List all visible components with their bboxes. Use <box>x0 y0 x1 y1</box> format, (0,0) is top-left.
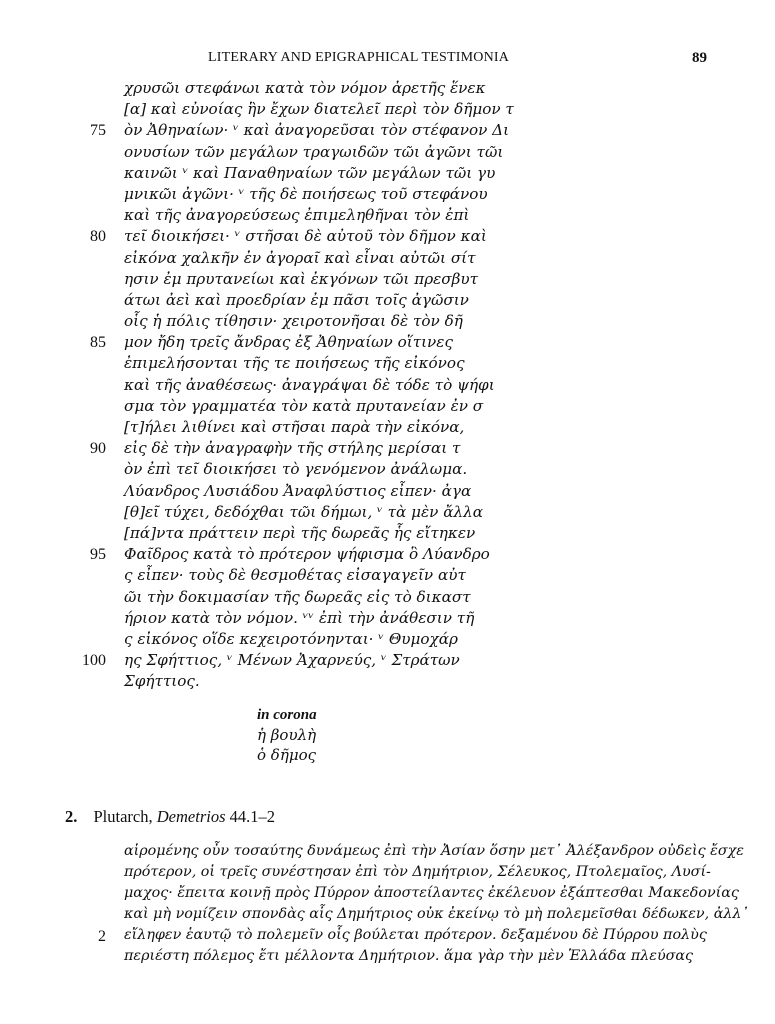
text-line <box>0 333 775 354</box>
text-line <box>0 100 775 121</box>
line-text: ονυσίων τῶν μεγάλων τραγωιδῶν τῶι ἀγῶνι τῶι <box>124 142 504 161</box>
line-text: [πά]ντα πράττειν περὶ τῆς δωρεᾶς ἧς εἴτηκεν <box>124 523 476 542</box>
line-text: πρότερον, οἱ τρεῖς συνέστησαν ἐπὶ τὸν Δημήτριον, Σέλευκος, Πτολεμαῖος, Λυσί- <box>124 864 711 880</box>
line-text: περιέστη πόλεμος ἔτι μέλλοντα Δημήτριον. ἅμα γὰρ τὴν μὲν Ἑλλάδα πλεύσας <box>124 948 694 964</box>
line-number: 100 <box>82 652 106 670</box>
line-number: 95 <box>90 546 106 564</box>
text-line <box>0 206 775 227</box>
text-line <box>0 376 775 397</box>
line-text: Φαῖδρος κατὰ τὸ πρότερον ψήφισμα ὃ Λύανδρο <box>124 545 490 564</box>
corona-label: in corona <box>257 707 317 723</box>
text-line <box>0 503 775 524</box>
text-line <box>0 545 775 566</box>
text-line <box>0 843 775 864</box>
text-line <box>0 906 775 927</box>
text-line <box>0 609 775 630</box>
line-number: 85 <box>90 334 106 352</box>
line-text: εἰς δὲ τὴν ἀναγραφὴν τῆς στήλης μερίσαι τ <box>124 439 461 458</box>
line-text: ῶι τὴν δοκιμασίαν τῆς δωρεᾶς εἰς τὸ δικαστ <box>124 587 471 606</box>
line-text: ς εἰκόνος οἵδε κεχειροτόνηνται· ᵛ Θυμοχάρ <box>124 629 458 648</box>
line-text: ης Σφήττιος, ᵛ Μένων Ἀχαρνεύς, ᵛ Στράτων <box>124 651 460 670</box>
text-line <box>0 439 775 460</box>
line-text: ὸν Ἀθηναίων· ᵛ καὶ ἀναγορεῦσαι τὸν στέφανον Δι <box>124 121 510 140</box>
line-text: καὶ μὴ νομίζειν σπονδὰς αἷς Δημήτριος οὐκ ἐκείνῳ τὸ μὴ πολεμεῖσθαι δέδωκεν, ἀλλ᾽ <box>124 906 749 922</box>
text-line <box>0 864 775 885</box>
line-text: χρυσῶι στεφάνωι κατὰ τὸν νόμον ἀρετῆς ἕνεκ <box>124 79 486 97</box>
line-number: 2 <box>98 928 106 945</box>
text-line <box>0 651 775 672</box>
line-text: οἷς ἡ πόλις τίθησιν· χειροτονῆσαι δὲ τὸν δῆ <box>124 312 463 331</box>
text-line <box>0 291 775 312</box>
line-text: [τ]ήλει λιθίνει καὶ στῆσαι παρὰ τὴν εἰκόνα, <box>124 418 465 436</box>
text-line <box>0 460 775 481</box>
line-number: 90 <box>90 440 106 458</box>
text-line <box>0 185 775 206</box>
section-author: Plutarch, <box>93 807 153 826</box>
corona-line: ἡ βουλὴ <box>257 726 317 744</box>
line-text: καὶ τῆς ἀναγορεύσεως ἐπιμεληθῆναι τὸν ἐπὶ <box>124 206 470 225</box>
line-text: ήριον κατὰ τὸν νόμον. ᵛᵛ ἐπὶ τὴν ἀνάθεσιν τῆ <box>124 608 475 627</box>
text-line <box>0 482 775 503</box>
section-work: Demetrios <box>156 807 226 826</box>
text-line <box>0 418 775 439</box>
line-text: Λύανδρος Λυσιάδου Ἀναφλύστιος εἶπεν· ἀγα <box>124 481 472 500</box>
line-text: ησιν ἐμ πρυτανείωι καὶ ἐκγόνων τῶι πρεσβυτ <box>124 269 479 288</box>
line-text: καινῶι ᵛ καὶ Παναθηναίων τῶν μεγάλων τῶι γυ <box>124 163 496 182</box>
section-number: 2. <box>65 807 78 826</box>
line-text: εἴληφεν ἑαυτῷ τὸ πολεμεῖν οἷς βούλεται πρότερον. δεξαμένου δὲ Πύρρου πολὺς <box>124 927 707 943</box>
text-line <box>0 948 775 969</box>
text-line <box>0 121 775 142</box>
line-text: μνικῶι ἀγῶνι· ᵛ τῆς δὲ ποιήσεως τοῦ στεφάνου <box>124 184 488 203</box>
text-line <box>0 312 775 333</box>
line-number: 80 <box>90 228 106 246</box>
text-line <box>0 270 775 291</box>
text-line <box>0 397 775 418</box>
corona-block <box>257 707 317 764</box>
line-text: [θ]εῖ τύχει, δεδόχθαι τῶι δήμωι, ᵛ τὰ μὲν ἄλλα <box>124 502 483 521</box>
inscription-text <box>0 79 775 693</box>
text-line <box>0 672 775 693</box>
corona-line: ὁ δῆμος <box>257 746 316 764</box>
line-text: εἰκόνα χαλκῆν ἐν ἀγοραῖ καὶ εἶναι αὐτῶι σίτ <box>124 248 476 267</box>
line-text: αἱρομένης οὖν τοσαύτης δυνάμεως ἐπὶ τὴν Ἀσίαν ὅσην μετ᾽ Ἀλέξανδρον οὐδεὶς ἔσχε <box>124 843 744 859</box>
line-text: σμα τὸν γραμματέα τὸν κατὰ πρυτανείαν ἐν σ <box>124 396 484 415</box>
section-heading <box>65 807 275 827</box>
line-text: ὸν ἐπὶ τεῖ διοικήσει τὸ γενόμενον ἀνάλωμα. <box>124 460 468 479</box>
text-line <box>0 927 775 948</box>
line-text: μαχος· ἔπειτα κοινῇ πρὸς Πύρρον ἀποστείλαντες ἐκέλευον ἐξάπτεσθαι Μακεδονίας <box>124 885 739 901</box>
line-text: Σφήττιος. <box>124 672 200 691</box>
page-number: 89 <box>692 50 707 66</box>
line-number: 75 <box>90 122 106 140</box>
line-text: ς εἶπεν· τοὺς δὲ θεσμοθέτας εἰσαγαγεῖν αὐτ <box>124 566 466 585</box>
text-line <box>0 143 775 164</box>
line-text: άτωι ἀεὶ καὶ προεδρίαν ἐμ πᾶσι τοῖς ἀγῶσιν <box>124 290 469 309</box>
line-text: τεῖ διοικήσει· ᵛ στῆσαι δὲ αὐτοῦ τὸν δῆμον καὶ <box>124 227 487 246</box>
line-text: καὶ τῆς ἀναθέσεως· ἀναγράψαι δὲ τόδε τὸ ψήφι <box>124 375 495 394</box>
text-line <box>0 588 775 609</box>
text-line <box>0 249 775 270</box>
text-line <box>0 524 775 545</box>
prose-text <box>0 843 775 969</box>
text-line <box>0 164 775 185</box>
text-line <box>0 566 775 587</box>
text-line <box>0 885 775 906</box>
text-line <box>0 354 775 375</box>
text-line <box>0 79 775 100</box>
section-reference: 44.1–2 <box>229 807 275 826</box>
line-text: [α] καὶ εὐνοίας ἣν ἔχων διατελεῖ περὶ τὸν δῆμον τ <box>124 100 514 119</box>
running-header: LITERARY AND EPIGRAPHICAL TESTIMONIA <box>208 50 510 65</box>
line-text: μον ἤδη τρεῖς ἄνδρας ἐξ Ἀθηναίων οἵτινες <box>124 333 453 352</box>
line-text: ἐπιμελήσονται τῆς τε ποιήσεως τῆς εἰκόνος <box>124 354 465 373</box>
text-line <box>0 630 775 651</box>
text-line <box>0 227 775 248</box>
